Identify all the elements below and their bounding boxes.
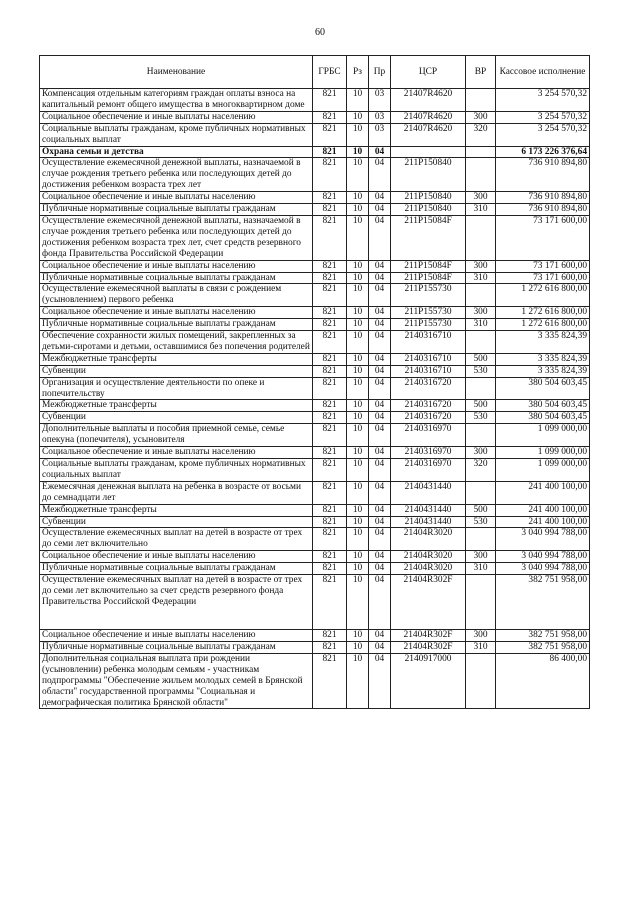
row-pr-cell: 04 bbox=[369, 400, 391, 412]
row-rz-cell: 10 bbox=[347, 123, 369, 146]
row-csr-cell: 211P155730 bbox=[391, 284, 466, 307]
row-vr-cell: 310 bbox=[466, 563, 496, 575]
table-row bbox=[40, 412, 590, 424]
row-pr-cell: 04 bbox=[369, 284, 391, 307]
row-vr-cell bbox=[466, 158, 496, 192]
row-name-cell: Дополнительная социальная выплата при рождении (усыновлении) ребенка молодым семьям - участникам подпрограммы "Обеспечение жильем молодых семей в Брянской области" государственной программы "Социальная и демографическая политика Брянской области" bbox=[40, 653, 313, 709]
row-rz-cell: 10 bbox=[347, 563, 369, 575]
row-amount-cell: 1 272 616 800,00 bbox=[496, 284, 590, 307]
row-amount-cell: 380 504 603,45 bbox=[496, 412, 590, 424]
row-grbs-cell: 821 bbox=[313, 215, 347, 260]
row-csr-cell: 21404R302F bbox=[391, 630, 466, 642]
row-vr-cell bbox=[466, 575, 496, 630]
row-rz-cell: 10 bbox=[347, 111, 369, 123]
row-amount-cell: 3 335 824,39 bbox=[496, 365, 590, 377]
row-pr-cell: 04 bbox=[369, 192, 391, 204]
row-name-cell: Социальное обеспечение и иные выплаты населению bbox=[40, 260, 313, 272]
header-csr: ЦСР bbox=[391, 56, 466, 89]
row-name-cell: Обеспечение сохранности жилых помещений, закрепленных за детьми-сиротами и детьми, оставшимися без попечения родителей bbox=[40, 331, 313, 354]
table-row bbox=[40, 459, 590, 482]
table-row bbox=[40, 528, 590, 551]
row-csr-cell: 21404R302F bbox=[391, 641, 466, 653]
row-rz-cell: 10 bbox=[347, 551, 369, 563]
row-csr-cell: 211P150840 bbox=[391, 158, 466, 192]
row-pr-cell: 04 bbox=[369, 653, 391, 709]
table-row bbox=[40, 377, 590, 400]
row-pr-cell: 03 bbox=[369, 111, 391, 123]
row-rz-cell: 10 bbox=[347, 447, 369, 459]
row-grbs-cell: 821 bbox=[313, 504, 347, 516]
row-rz-cell: 10 bbox=[347, 377, 369, 400]
row-rz-cell: 10 bbox=[347, 260, 369, 272]
header-name: Наименование bbox=[40, 56, 313, 89]
row-pr-cell: 04 bbox=[369, 412, 391, 424]
table-row bbox=[40, 272, 590, 284]
row-amount-cell: 3 040 994 788,00 bbox=[496, 563, 590, 575]
row-grbs-cell: 821 bbox=[313, 353, 347, 365]
row-vr-cell: 300 bbox=[466, 260, 496, 272]
row-pr-cell: 04 bbox=[369, 146, 391, 158]
table-row bbox=[40, 641, 590, 653]
row-vr-cell: 300 bbox=[466, 447, 496, 459]
row-vr-cell bbox=[466, 424, 496, 447]
row-name-cell: Социальное обеспечение и иные выплаты населению bbox=[40, 192, 313, 204]
row-csr-cell: 211P155730 bbox=[391, 319, 466, 331]
row-csr-cell: 211P150840 bbox=[391, 204, 466, 216]
row-vr-cell: 530 bbox=[466, 412, 496, 424]
table-row bbox=[40, 504, 590, 516]
row-pr-cell: 04 bbox=[369, 481, 391, 504]
row-rz-cell: 10 bbox=[347, 204, 369, 216]
table-row bbox=[40, 424, 590, 447]
row-rz-cell: 10 bbox=[347, 653, 369, 709]
row-grbs-cell: 821 bbox=[313, 575, 347, 630]
row-csr-cell: 211P155730 bbox=[391, 307, 466, 319]
row-grbs-cell: 821 bbox=[313, 192, 347, 204]
row-amount-cell: 382 751 958,00 bbox=[496, 575, 590, 630]
row-pr-cell: 04 bbox=[369, 641, 391, 653]
row-vr-cell: 300 bbox=[466, 551, 496, 563]
table-header-row bbox=[40, 56, 590, 89]
row-amount-cell: 736 910 894,80 bbox=[496, 204, 590, 216]
row-vr-cell bbox=[466, 146, 496, 158]
row-csr-cell: 21407R4620 bbox=[391, 111, 466, 123]
row-csr-cell: 2140316710 bbox=[391, 353, 466, 365]
row-vr-cell bbox=[466, 284, 496, 307]
row-csr-cell: 2140316710 bbox=[391, 365, 466, 377]
row-csr-cell: 21407R4620 bbox=[391, 89, 466, 112]
row-name-cell: Осуществление ежемесячной денежной выплаты, назначаемой в случае рождения третьего ребенка или последующих детей до достижения ребенком возраста трех лет, счет средств резервного фонда Правительства Российской Федерации bbox=[40, 215, 313, 260]
row-grbs-cell: 821 bbox=[313, 481, 347, 504]
row-csr-cell: 211P150840 bbox=[391, 192, 466, 204]
row-grbs-cell: 821 bbox=[313, 319, 347, 331]
table-row bbox=[40, 260, 590, 272]
row-name-cell: Публичные нормативные социальные выплаты гражданам bbox=[40, 641, 313, 653]
table-row bbox=[40, 123, 590, 146]
row-pr-cell: 04 bbox=[369, 575, 391, 630]
row-name-cell: Осуществление ежемесячной выплаты в связи с рождением (усыновлением) первого ребенка bbox=[40, 284, 313, 307]
row-amount-cell: 73 171 600,00 bbox=[496, 272, 590, 284]
row-csr-cell: 2140431440 bbox=[391, 516, 466, 528]
row-rz-cell: 10 bbox=[347, 331, 369, 354]
row-name-cell: Социальное обеспечение и иные выплаты населению bbox=[40, 630, 313, 642]
row-vr-cell: 500 bbox=[466, 504, 496, 516]
row-grbs-cell: 821 bbox=[313, 528, 347, 551]
row-vr-cell bbox=[466, 653, 496, 709]
row-name-cell: Социальное обеспечение и иные выплаты населению bbox=[40, 551, 313, 563]
row-amount-cell: 382 751 958,00 bbox=[496, 630, 590, 642]
row-vr-cell bbox=[466, 215, 496, 260]
table-row bbox=[40, 331, 590, 354]
row-name-cell: Публичные нормативные социальные выплаты гражданам bbox=[40, 319, 313, 331]
row-rz-cell: 10 bbox=[347, 400, 369, 412]
table-body bbox=[40, 89, 590, 709]
table-row bbox=[40, 204, 590, 216]
row-rz-cell: 10 bbox=[347, 459, 369, 482]
row-vr-cell bbox=[466, 528, 496, 551]
row-rz-cell: 10 bbox=[347, 215, 369, 260]
row-amount-cell: 3 254 570,32 bbox=[496, 123, 590, 146]
row-amount-cell: 1 099 000,00 bbox=[496, 447, 590, 459]
row-grbs-cell: 821 bbox=[313, 204, 347, 216]
row-name-cell: Публичные нормативные социальные выплаты гражданам bbox=[40, 204, 313, 216]
row-name-cell: Осуществление ежемесячной денежной выплаты, назначаемой в случае рождения третьего ребенка или последующих детей до достижения ребенком возраста трех лет bbox=[40, 158, 313, 192]
row-csr-cell: 2140316970 bbox=[391, 447, 466, 459]
row-csr-cell: 2140316970 bbox=[391, 424, 466, 447]
row-vr-cell: 300 bbox=[466, 111, 496, 123]
table-row bbox=[40, 158, 590, 192]
row-amount-cell: 1 099 000,00 bbox=[496, 424, 590, 447]
row-rz-cell: 10 bbox=[347, 158, 369, 192]
row-vr-cell: 300 bbox=[466, 630, 496, 642]
row-amount-cell: 3 254 570,32 bbox=[496, 89, 590, 112]
row-vr-cell: 310 bbox=[466, 272, 496, 284]
row-pr-cell: 03 bbox=[369, 89, 391, 112]
table-row bbox=[40, 215, 590, 260]
row-vr-cell: 310 bbox=[466, 319, 496, 331]
row-pr-cell: 04 bbox=[369, 307, 391, 319]
row-rz-cell: 10 bbox=[347, 272, 369, 284]
row-csr-cell: 21404R3020 bbox=[391, 563, 466, 575]
row-amount-cell: 736 910 894,80 bbox=[496, 192, 590, 204]
row-rz-cell: 10 bbox=[347, 319, 369, 331]
table-row bbox=[40, 551, 590, 563]
table-row bbox=[40, 575, 590, 630]
row-pr-cell: 04 bbox=[369, 528, 391, 551]
row-grbs-cell: 821 bbox=[313, 459, 347, 482]
table-row bbox=[40, 653, 590, 709]
row-vr-cell bbox=[466, 331, 496, 354]
row-csr-cell: 211P15084F bbox=[391, 215, 466, 260]
header-grbs: ГРБС bbox=[313, 56, 347, 89]
row-pr-cell: 04 bbox=[369, 504, 391, 516]
row-rz-cell: 10 bbox=[347, 504, 369, 516]
row-pr-cell: 04 bbox=[369, 260, 391, 272]
row-pr-cell: 04 bbox=[369, 353, 391, 365]
row-amount-cell: 73 171 600,00 bbox=[496, 260, 590, 272]
row-vr-cell: 300 bbox=[466, 307, 496, 319]
row-name-cell: Организация и осуществление деятельности по опеке и попечительству bbox=[40, 377, 313, 400]
row-amount-cell: 3 040 994 788,00 bbox=[496, 551, 590, 563]
row-amount-cell: 1 099 000,00 bbox=[496, 459, 590, 482]
row-rz-cell: 10 bbox=[347, 89, 369, 112]
row-csr-cell: 21404R3020 bbox=[391, 528, 466, 551]
row-grbs-cell: 821 bbox=[313, 447, 347, 459]
row-amount-cell: 241 400 100,00 bbox=[496, 516, 590, 528]
row-grbs-cell: 821 bbox=[313, 400, 347, 412]
row-rz-cell: 10 bbox=[347, 307, 369, 319]
row-csr-cell: 2140316720 bbox=[391, 377, 466, 400]
row-rz-cell: 10 bbox=[347, 424, 369, 447]
row-csr-cell: 2140316720 bbox=[391, 400, 466, 412]
row-name-cell: Социальное обеспечение и иные выплаты населению bbox=[40, 447, 313, 459]
row-vr-cell bbox=[466, 481, 496, 504]
row-grbs-cell: 821 bbox=[313, 516, 347, 528]
row-vr-cell bbox=[466, 377, 496, 400]
table-row bbox=[40, 307, 590, 319]
row-grbs-cell: 821 bbox=[313, 146, 347, 158]
row-name-cell: Публичные нормативные социальные выплаты гражданам bbox=[40, 563, 313, 575]
row-csr-cell: 211P15084F bbox=[391, 272, 466, 284]
row-vr-cell: 310 bbox=[466, 204, 496, 216]
table-row bbox=[40, 563, 590, 575]
row-amount-cell: 3 254 570,32 bbox=[496, 111, 590, 123]
row-pr-cell: 04 bbox=[369, 447, 391, 459]
row-name-cell: Социальные выплаты гражданам, кроме публичных нормативных социальных выплат bbox=[40, 459, 313, 482]
row-grbs-cell: 821 bbox=[313, 653, 347, 709]
row-grbs-cell: 821 bbox=[313, 641, 347, 653]
row-amount-cell: 6 173 226 376,64 bbox=[496, 146, 590, 158]
row-csr-cell: 21404R3020 bbox=[391, 551, 466, 563]
row-pr-cell: 04 bbox=[369, 215, 391, 260]
row-vr-cell: 310 bbox=[466, 641, 496, 653]
row-amount-cell: 1 272 616 800,00 bbox=[496, 319, 590, 331]
row-csr-cell: 21407R4620 bbox=[391, 123, 466, 146]
row-grbs-cell: 821 bbox=[313, 284, 347, 307]
row-pr-cell: 04 bbox=[369, 516, 391, 528]
row-rz-cell: 10 bbox=[347, 412, 369, 424]
row-name-cell: Компенсация отдельным категориям граждан оплаты взноса на капитальный ремонт общего имущества в многоквартирном доме bbox=[40, 89, 313, 112]
header-amount: Кассовое исполнение bbox=[496, 56, 590, 89]
row-csr-cell: 2140431440 bbox=[391, 481, 466, 504]
row-csr-cell: 2140917000 bbox=[391, 653, 466, 709]
row-name-cell: Публичные нормативные социальные выплаты гражданам bbox=[40, 272, 313, 284]
row-csr-cell: 2140316710 bbox=[391, 331, 466, 354]
row-amount-cell: 3 335 824,39 bbox=[496, 353, 590, 365]
row-pr-cell: 04 bbox=[369, 563, 391, 575]
row-rz-cell: 10 bbox=[347, 641, 369, 653]
row-grbs-cell: 821 bbox=[313, 111, 347, 123]
row-grbs-cell: 821 bbox=[313, 272, 347, 284]
row-pr-cell: 04 bbox=[369, 551, 391, 563]
row-name-cell: Осуществление ежемесячных выплат на детей в возрасте от трех до семи лет включительно за счет средств резервного фонда Правительства Российской Федерации bbox=[40, 575, 313, 630]
row-rz-cell: 10 bbox=[347, 365, 369, 377]
table-row bbox=[40, 400, 590, 412]
table-row bbox=[40, 353, 590, 365]
table-row bbox=[40, 365, 590, 377]
row-rz-cell: 10 bbox=[347, 192, 369, 204]
row-name-cell: Субвенции bbox=[40, 365, 313, 377]
row-grbs-cell: 821 bbox=[313, 424, 347, 447]
row-rz-cell: 10 bbox=[347, 516, 369, 528]
row-amount-cell: 736 910 894,80 bbox=[496, 158, 590, 192]
row-pr-cell: 04 bbox=[369, 204, 391, 216]
row-pr-cell: 04 bbox=[369, 365, 391, 377]
row-amount-cell: 3 335 824,39 bbox=[496, 331, 590, 354]
row-grbs-cell: 821 bbox=[313, 158, 347, 192]
row-name-cell: Субвенции bbox=[40, 412, 313, 424]
table-row bbox=[40, 481, 590, 504]
row-pr-cell: 03 bbox=[369, 123, 391, 146]
budget-execution-table bbox=[39, 55, 590, 709]
row-vr-cell: 320 bbox=[466, 123, 496, 146]
row-grbs-cell: 821 bbox=[313, 331, 347, 354]
row-csr-cell bbox=[391, 146, 466, 158]
row-name-cell: Социальные выплаты гражданам, кроме публичных нормативных социальных выплат bbox=[40, 123, 313, 146]
row-pr-cell: 04 bbox=[369, 158, 391, 192]
row-pr-cell: 04 bbox=[369, 331, 391, 354]
row-name-cell: Осуществление ежемесячных выплат на детей в возрасте от трех до семи лет включительно bbox=[40, 528, 313, 551]
row-vr-cell bbox=[466, 89, 496, 112]
header-vr: ВР bbox=[466, 56, 496, 89]
row-csr-cell: 2140316720 bbox=[391, 412, 466, 424]
row-amount-cell: 86 400,00 bbox=[496, 653, 590, 709]
table-row bbox=[40, 319, 590, 331]
row-csr-cell: 2140431440 bbox=[391, 504, 466, 516]
row-pr-cell: 04 bbox=[369, 459, 391, 482]
row-vr-cell: 530 bbox=[466, 365, 496, 377]
row-rz-cell: 10 bbox=[347, 630, 369, 642]
row-name-cell: Ежемесячная денежная выплата на ребенка в возрасте от восьми до семнадцати лет bbox=[40, 481, 313, 504]
table-row bbox=[40, 447, 590, 459]
row-name-cell: Межбюджетные трансферты bbox=[40, 400, 313, 412]
row-vr-cell: 530 bbox=[466, 516, 496, 528]
row-grbs-cell: 821 bbox=[313, 551, 347, 563]
page-number: 60 bbox=[315, 27, 325, 38]
row-vr-cell: 500 bbox=[466, 400, 496, 412]
row-name-cell: Дополнительные выплаты и пособия приемной семье, семье опекуна (попечителя), усыновителя bbox=[40, 424, 313, 447]
row-name-cell: Социальное обеспечение и иные выплаты населению bbox=[40, 307, 313, 319]
row-pr-cell: 04 bbox=[369, 319, 391, 331]
row-pr-cell: 04 bbox=[369, 424, 391, 447]
row-grbs-cell: 821 bbox=[313, 377, 347, 400]
row-grbs-cell: 821 bbox=[313, 563, 347, 575]
row-amount-cell: 382 751 958,00 bbox=[496, 641, 590, 653]
row-rz-cell: 10 bbox=[347, 284, 369, 307]
row-name-cell: Межбюджетные трансферты bbox=[40, 504, 313, 516]
row-name-cell: Субвенции bbox=[40, 516, 313, 528]
row-grbs-cell: 821 bbox=[313, 630, 347, 642]
row-grbs-cell: 821 bbox=[313, 123, 347, 146]
row-csr-cell: 2140316970 bbox=[391, 459, 466, 482]
row-amount-cell: 1 272 616 800,00 bbox=[496, 307, 590, 319]
row-grbs-cell: 821 bbox=[313, 365, 347, 377]
row-vr-cell: 500 bbox=[466, 353, 496, 365]
row-grbs-cell: 821 bbox=[313, 412, 347, 424]
table-row bbox=[40, 630, 590, 642]
row-csr-cell: 211P15084F bbox=[391, 260, 466, 272]
row-pr-cell: 04 bbox=[369, 630, 391, 642]
row-grbs-cell: 821 bbox=[313, 89, 347, 112]
row-csr-cell: 21404R302F bbox=[391, 575, 466, 630]
table-row bbox=[40, 192, 590, 204]
row-name-cell: Социальное обеспечение и иные выплаты населению bbox=[40, 111, 313, 123]
row-grbs-cell: 821 bbox=[313, 307, 347, 319]
row-pr-cell: 04 bbox=[369, 377, 391, 400]
header-rz: Рз bbox=[347, 56, 369, 89]
table-row bbox=[40, 284, 590, 307]
row-vr-cell: 320 bbox=[466, 459, 496, 482]
row-amount-cell: 380 504 603,45 bbox=[496, 377, 590, 400]
row-grbs-cell: 821 bbox=[313, 260, 347, 272]
row-amount-cell: 241 400 100,00 bbox=[496, 504, 590, 516]
table-row bbox=[40, 516, 590, 528]
row-amount-cell: 3 040 994 788,00 bbox=[496, 528, 590, 551]
row-rz-cell: 10 bbox=[347, 353, 369, 365]
row-rz-cell: 10 bbox=[347, 146, 369, 158]
row-amount-cell: 380 504 603,45 bbox=[496, 400, 590, 412]
table-row bbox=[40, 89, 590, 112]
row-rz-cell: 10 bbox=[347, 481, 369, 504]
row-name-cell: Охрана семьи и детства bbox=[40, 146, 313, 158]
row-vr-cell: 300 bbox=[466, 192, 496, 204]
row-pr-cell: 04 bbox=[369, 272, 391, 284]
row-amount-cell: 73 171 600,00 bbox=[496, 215, 590, 260]
table-row bbox=[40, 111, 590, 123]
row-amount-cell: 241 400 100,00 bbox=[496, 481, 590, 504]
row-name-cell: Межбюджетные трансферты bbox=[40, 353, 313, 365]
header-pr: Пр bbox=[369, 56, 391, 89]
row-rz-cell: 10 bbox=[347, 575, 369, 630]
table-row bbox=[40, 146, 590, 158]
row-rz-cell: 10 bbox=[347, 528, 369, 551]
